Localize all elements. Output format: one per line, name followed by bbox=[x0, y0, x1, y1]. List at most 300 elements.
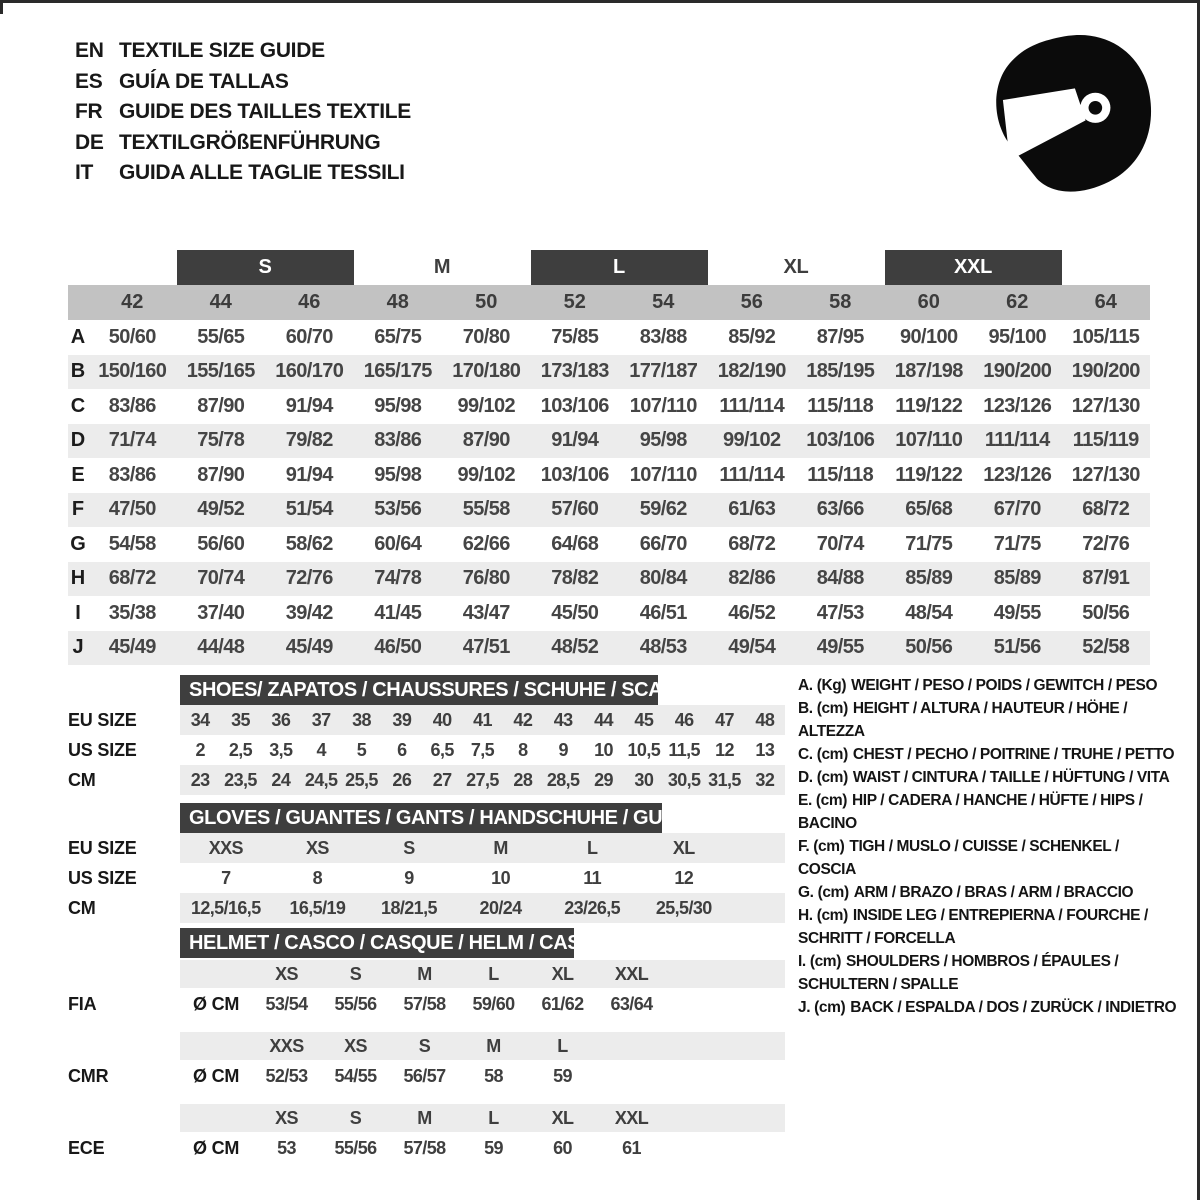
size-cell: 87/90 bbox=[197, 394, 245, 417]
helmet-size-header-row bbox=[68, 1032, 785, 1060]
size-cell: 70/74 bbox=[816, 532, 864, 555]
size-column-header bbox=[597, 1032, 666, 1060]
gloves-values bbox=[180, 893, 785, 923]
size-cell: 52/58 bbox=[1082, 636, 1130, 659]
size-cell: 47 bbox=[715, 709, 734, 730]
legend-text: BACK / ESPALDA / DOS / ZURÜCK / INDIETRO bbox=[850, 999, 1177, 1016]
shoes-values bbox=[180, 705, 785, 735]
size-cell: 99/102 bbox=[457, 394, 516, 417]
size-cell: 20/24 bbox=[479, 897, 522, 918]
helmet-value-row bbox=[68, 1132, 785, 1164]
gloves-row bbox=[68, 893, 785, 923]
size-cell: 111/114 bbox=[719, 463, 785, 486]
size-cell: 185/195 bbox=[806, 360, 875, 383]
size-column-header: XL bbox=[551, 1107, 574, 1128]
size-cell: 49/55 bbox=[993, 601, 1041, 624]
size-column-header: XS bbox=[344, 1035, 367, 1056]
size-cell: 29 bbox=[594, 769, 613, 790]
gloves-title-bar: GLOVES / GUANTES / GANTS / HANDSCHUHE / GUANTI bbox=[180, 803, 662, 833]
legend-key: C. bbox=[798, 746, 813, 763]
size-cell: 59/60 bbox=[472, 993, 515, 1014]
size-cell: 54/58 bbox=[108, 532, 156, 555]
size-cell: 68/72 bbox=[728, 532, 776, 555]
size-column-header: S bbox=[349, 1107, 362, 1128]
size-cell: 49/52 bbox=[197, 498, 245, 521]
language-row bbox=[75, 128, 411, 159]
size-cell: 182/190 bbox=[717, 360, 786, 383]
size-column-header: 44 bbox=[209, 291, 232, 313]
size-column-header: 56 bbox=[740, 291, 763, 313]
size-cell: 48/53 bbox=[639, 636, 687, 659]
page-left-border-notch bbox=[0, 0, 3, 14]
size-column-header: S bbox=[349, 963, 362, 984]
size-cell: 30 bbox=[634, 769, 654, 790]
legend-unit: (Kg) bbox=[816, 677, 847, 694]
legend-item bbox=[798, 743, 1180, 766]
size-cell: 24,5 bbox=[304, 769, 338, 790]
shoes-row bbox=[68, 765, 785, 795]
size-row-label: CM bbox=[68, 897, 96, 918]
size-cell: 53/54 bbox=[265, 993, 308, 1014]
row-label: G bbox=[70, 532, 86, 555]
size-cell: 6 bbox=[397, 739, 407, 760]
size-cell: 87/90 bbox=[197, 463, 245, 486]
size-cell: 71/75 bbox=[993, 532, 1041, 555]
row-label: I bbox=[75, 601, 81, 624]
size-cell: 2 bbox=[195, 739, 205, 760]
size-cell: 50/60 bbox=[108, 325, 156, 348]
legend-item bbox=[798, 789, 1180, 835]
size-cell: 95/98 bbox=[639, 429, 687, 452]
diameter-label: Ø CM bbox=[193, 993, 240, 1014]
legend-text: TIGH / MUSLO / CUISSE / SCHENKEL / COSCIA bbox=[798, 838, 1119, 878]
standard-label: FIA bbox=[68, 993, 97, 1014]
diameter-spacer bbox=[180, 1104, 252, 1132]
size-cell: 40 bbox=[432, 709, 452, 730]
size-cell: 6,5 bbox=[430, 739, 454, 760]
legend-item bbox=[798, 881, 1180, 904]
row-label: B bbox=[70, 360, 86, 383]
size-cell: 27,5 bbox=[466, 769, 499, 790]
standard-label: CMR bbox=[68, 1065, 109, 1086]
size-cell: 75/78 bbox=[197, 429, 245, 452]
size-cell: 60 bbox=[553, 1137, 572, 1158]
table-row bbox=[68, 389, 1150, 424]
size-cell: 160/170 bbox=[275, 360, 344, 383]
size-cell: 83/86 bbox=[108, 394, 156, 417]
standard-label: ECE bbox=[68, 1137, 105, 1158]
legend-key: G. bbox=[798, 884, 814, 901]
helmet-values bbox=[180, 1060, 785, 1092]
size-column-header: XXS bbox=[269, 1035, 304, 1056]
size-cell: 190/200 bbox=[1071, 360, 1140, 383]
legend-key: J. bbox=[798, 999, 811, 1016]
size-cell: 18/21,5 bbox=[381, 897, 437, 918]
legend-unit: (cm) bbox=[813, 838, 845, 855]
helmet-size-headers bbox=[180, 960, 785, 988]
size-cell: 60/70 bbox=[285, 325, 333, 348]
size-cell: 51/56 bbox=[993, 636, 1041, 659]
legend-unit: (cm) bbox=[816, 769, 848, 786]
size-cell: 53 bbox=[277, 1137, 296, 1158]
language-row bbox=[75, 36, 411, 67]
language-code: IT bbox=[75, 161, 94, 185]
legend-key: H. bbox=[798, 907, 813, 924]
size-cell: 43 bbox=[553, 709, 573, 730]
size-cell: 46/52 bbox=[728, 601, 776, 624]
size-column-header: 42 bbox=[121, 291, 144, 313]
shoes-title-bar: SHOES/ ZAPATOS / CHAUSSURES / SCHUHE / SCARPE bbox=[180, 675, 658, 705]
language-title: TEXTILGRÖßENFÜHRUNG bbox=[119, 130, 381, 154]
size-cell: 91/94 bbox=[551, 429, 599, 452]
size-group-row bbox=[68, 250, 1150, 285]
size-cell: 65/75 bbox=[374, 325, 422, 348]
size-cell: 11,5 bbox=[668, 739, 700, 760]
size-cell: 16,5/19 bbox=[289, 897, 346, 918]
size-cell: 59 bbox=[553, 1065, 572, 1086]
language-title-list bbox=[75, 36, 411, 189]
size-cell: 123/126 bbox=[983, 463, 1052, 486]
size-cell: 87/90 bbox=[462, 429, 510, 452]
size-cell: 12 bbox=[715, 739, 734, 760]
size-cell: 70/74 bbox=[197, 567, 245, 590]
legend-key: E. bbox=[798, 792, 812, 809]
shoes-values bbox=[180, 765, 785, 795]
size-cell: 45 bbox=[634, 709, 654, 730]
legend-unit: (cm) bbox=[816, 907, 848, 924]
legend-key: F. bbox=[798, 838, 810, 855]
size-cell: 115/118 bbox=[807, 394, 874, 417]
size-cell: 71/75 bbox=[905, 532, 953, 555]
size-cell: 10 bbox=[594, 739, 613, 760]
helmet-size-header-row bbox=[68, 1104, 785, 1132]
size-cell: 57/58 bbox=[403, 993, 446, 1014]
shoes-values bbox=[180, 735, 785, 765]
size-cell: 63/64 bbox=[610, 993, 653, 1014]
size-column-header: XXL bbox=[614, 963, 649, 984]
size-cell: 36 bbox=[271, 709, 291, 730]
legend-item bbox=[798, 904, 1180, 950]
size-cell: 23 bbox=[190, 769, 210, 790]
size-cell: 57/60 bbox=[551, 498, 599, 521]
size-cell: 70/80 bbox=[462, 325, 510, 348]
size-cell: 49/54 bbox=[728, 636, 776, 659]
size-cell: 107/110 bbox=[895, 429, 963, 452]
size-cell: 8 bbox=[518, 739, 528, 760]
size-row-label: CM bbox=[68, 769, 96, 790]
size-cell: 177/187 bbox=[629, 360, 698, 383]
helmet-value-row bbox=[68, 1060, 785, 1092]
size-cell: 13 bbox=[755, 739, 775, 760]
size-cell: 48/52 bbox=[551, 636, 599, 659]
size-cell: 68/72 bbox=[108, 567, 156, 590]
row-label: F bbox=[71, 498, 85, 521]
size-group-label: S bbox=[177, 250, 354, 285]
legend-text: WEIGHT / PESO / POIDS / GEWITCH / PESO bbox=[851, 677, 1158, 694]
size-group-label: XXL bbox=[885, 250, 1062, 285]
diameter-label: Ø CM bbox=[193, 1137, 240, 1158]
size-cell: 28 bbox=[513, 769, 533, 790]
size-cell: XS bbox=[305, 837, 329, 858]
size-cell: 170/180 bbox=[452, 360, 521, 383]
row-label: E bbox=[71, 463, 85, 486]
size-cell: 190/200 bbox=[983, 360, 1052, 383]
size-cell: 56/57 bbox=[403, 1065, 446, 1086]
legend-key: B. bbox=[798, 700, 813, 717]
size-cell: 34 bbox=[190, 709, 210, 730]
size-column-header: L bbox=[488, 963, 499, 984]
size-row-label: US SIZE bbox=[68, 739, 137, 760]
size-cell: 85/89 bbox=[993, 567, 1041, 590]
size-cell: 103/106 bbox=[540, 394, 609, 417]
size-cell: 9 bbox=[404, 867, 414, 888]
row-label: A bbox=[70, 325, 86, 348]
legend-text: WAIST / CINTURA / TAILLE / HÜFTUNG / VITA bbox=[852, 769, 1170, 786]
legend-key: D. bbox=[798, 769, 813, 786]
size-cell: 27 bbox=[432, 769, 452, 790]
helmet-title-bar: HELMET / CASCO / CASQUE / HELM / CASCO bbox=[180, 928, 574, 958]
size-cell: 25,5 bbox=[345, 769, 378, 790]
size-cell: 107/110 bbox=[629, 394, 697, 417]
size-cell: 10 bbox=[491, 867, 510, 888]
size-cell: 42 bbox=[513, 709, 533, 730]
legend-item bbox=[798, 996, 1180, 1019]
helmet-values bbox=[180, 988, 785, 1020]
size-cell: 41/45 bbox=[374, 601, 422, 624]
size-cell: 115/118 bbox=[807, 463, 874, 486]
size-cell: 35/38 bbox=[108, 601, 156, 624]
table-row bbox=[68, 631, 1150, 666]
size-cell: 51/54 bbox=[285, 498, 333, 521]
legend-item bbox=[798, 835, 1180, 881]
size-column-header: L bbox=[557, 1035, 568, 1056]
size-cell: 4 bbox=[316, 739, 326, 760]
page-top-border bbox=[0, 0, 1200, 3]
row-label: J bbox=[72, 636, 84, 659]
size-cell: 83/86 bbox=[108, 463, 156, 486]
size-cell: 83/88 bbox=[639, 325, 687, 348]
helmet-size-headers bbox=[180, 1032, 785, 1060]
size-cell: 85/92 bbox=[728, 325, 776, 348]
size-cell: 64/68 bbox=[551, 532, 599, 555]
size-cell: 78/82 bbox=[551, 567, 599, 590]
gloves-values bbox=[180, 863, 785, 893]
size-cell: 30,5 bbox=[667, 769, 701, 790]
size-cell: 65/68 bbox=[905, 498, 953, 521]
diameter-label: Ø CM bbox=[193, 1065, 240, 1086]
size-cell: 23/26,5 bbox=[564, 897, 621, 918]
size-cell: 52/53 bbox=[265, 1065, 308, 1086]
size-group-label: L bbox=[531, 250, 708, 285]
size-cell: 56/60 bbox=[197, 532, 245, 555]
size-cell: 61 bbox=[622, 1137, 641, 1158]
size-cell: M bbox=[493, 837, 508, 858]
language-code: FR bbox=[75, 100, 103, 124]
size-row-label: EU SIZE bbox=[68, 709, 137, 730]
helmet-size-headers bbox=[180, 1104, 785, 1132]
language-title: GUIDE DES TAILLES TEXTILE bbox=[119, 100, 411, 124]
legend-item bbox=[798, 766, 1180, 789]
language-row bbox=[75, 158, 411, 189]
size-cell: 72/76 bbox=[285, 567, 333, 590]
size-cell: 103/106 bbox=[540, 463, 609, 486]
size-group-label: M bbox=[433, 256, 451, 278]
size-cell: 23,5 bbox=[224, 769, 257, 790]
size-cell: XXS bbox=[208, 837, 243, 858]
empty-label bbox=[68, 1032, 180, 1060]
legend-unit: (cm) bbox=[815, 792, 847, 809]
language-code: ES bbox=[75, 69, 103, 93]
size-cell: 26 bbox=[392, 769, 412, 790]
size-cell: 39/42 bbox=[285, 601, 333, 624]
size-cell: 35 bbox=[231, 709, 250, 730]
size-cell: 57/58 bbox=[403, 1137, 446, 1158]
size-cell: 55/65 bbox=[197, 325, 245, 348]
size-cell: 58/62 bbox=[285, 532, 333, 555]
language-title: TEXTILE SIZE GUIDE bbox=[119, 39, 325, 63]
size-cell: XL bbox=[672, 837, 695, 858]
size-cell: 58 bbox=[484, 1065, 503, 1086]
size-column-header: 48 bbox=[386, 291, 409, 313]
shoes-row bbox=[68, 705, 785, 735]
size-cell: 46 bbox=[674, 709, 694, 730]
size-cell: 50/56 bbox=[1082, 601, 1130, 624]
legend-unit: (cm) bbox=[809, 953, 841, 970]
size-cell: 68/72 bbox=[1082, 498, 1130, 521]
row-label: D bbox=[70, 429, 86, 452]
legend-text: HEIGHT / ALTURA / HAUTEUR / HÖHE / ALTEZZA bbox=[798, 700, 1128, 740]
size-cell: 12 bbox=[674, 867, 694, 888]
size-cell: 111/114 bbox=[984, 429, 1050, 452]
table-row bbox=[68, 458, 1150, 493]
size-cell: 45/49 bbox=[285, 636, 333, 659]
gloves-row bbox=[68, 833, 785, 863]
size-cell: 55/58 bbox=[462, 498, 510, 521]
size-cell: 39 bbox=[392, 709, 412, 730]
racing-helmet-icon bbox=[972, 28, 1172, 208]
size-cell: 47/51 bbox=[462, 636, 510, 659]
size-column-header: 64 bbox=[1094, 291, 1117, 313]
size-column-header: M bbox=[417, 963, 432, 984]
size-column-header: XS bbox=[275, 1107, 298, 1128]
diameter-spacer bbox=[180, 960, 252, 988]
table-row bbox=[68, 320, 1150, 355]
size-cell: 79/82 bbox=[285, 429, 333, 452]
legend-unit: (cm) bbox=[817, 884, 849, 901]
table-row bbox=[68, 562, 1150, 597]
size-cell: 119/122 bbox=[895, 394, 963, 417]
size-cell: 9 bbox=[558, 739, 568, 760]
size-cell: 99/102 bbox=[457, 463, 516, 486]
size-cell: 8 bbox=[312, 867, 323, 888]
size-cell: 82/86 bbox=[728, 567, 776, 590]
corner-cell bbox=[68, 285, 88, 320]
size-cell: 55/56 bbox=[334, 1137, 377, 1158]
size-cell: 127/130 bbox=[1071, 394, 1140, 417]
size-cell: 107/110 bbox=[629, 463, 697, 486]
size-cell: 7,5 bbox=[470, 739, 495, 760]
size-cell: 50/56 bbox=[905, 636, 953, 659]
diameter-spacer bbox=[180, 1032, 252, 1060]
size-cell: 71/74 bbox=[108, 429, 156, 452]
size-cell: 43/47 bbox=[462, 601, 510, 624]
size-cell: 150/160 bbox=[98, 360, 167, 383]
legend-unit: (cm) bbox=[814, 999, 846, 1016]
legend-text: INSIDE LEG / ENTREPIERNA / FOURCHE / SCHRITT / FORCELLA bbox=[798, 907, 1148, 947]
size-column-header: XL bbox=[551, 963, 574, 984]
size-cell: 60/64 bbox=[374, 532, 422, 555]
helmet-size-header-row bbox=[68, 960, 785, 988]
size-column-header: L bbox=[488, 1107, 499, 1128]
size-cell: 80/84 bbox=[639, 567, 687, 590]
size-cell: 54/55 bbox=[334, 1065, 377, 1086]
size-column-header: M bbox=[417, 1107, 432, 1128]
size-cell: 84/88 bbox=[816, 567, 864, 590]
size-column-header: 62 bbox=[1006, 291, 1029, 313]
size-column-header: 46 bbox=[298, 291, 321, 313]
size-column-header: M bbox=[486, 1035, 501, 1056]
size-cell: 123/126 bbox=[983, 394, 1052, 417]
size-cell: 72/76 bbox=[1082, 532, 1130, 555]
textile-size-table bbox=[68, 250, 1150, 665]
legend-text: ARM / BRAZO / BRAS / ARM / BRACCIO bbox=[853, 884, 1134, 901]
size-cell: 38 bbox=[352, 709, 371, 730]
size-cell: 127/130 bbox=[1071, 463, 1140, 486]
size-cell: 95/100 bbox=[988, 325, 1047, 348]
row-label: H bbox=[70, 567, 86, 590]
size-cell: 44/48 bbox=[197, 636, 245, 659]
size-cell: 47/53 bbox=[816, 601, 864, 624]
size-cell: 85/89 bbox=[905, 567, 953, 590]
size-cell: 62/66 bbox=[462, 532, 510, 555]
empty-label bbox=[68, 1104, 180, 1132]
size-cell: 46/50 bbox=[374, 636, 422, 659]
size-cell: 87/91 bbox=[1082, 567, 1130, 590]
size-cell: 31,5 bbox=[708, 769, 741, 790]
size-cell: 119/122 bbox=[895, 463, 963, 486]
size-cell: 91/94 bbox=[285, 394, 333, 417]
row-label: C bbox=[70, 394, 86, 417]
size-cell: 3,5 bbox=[269, 739, 293, 760]
table-row bbox=[68, 596, 1150, 631]
legend-key: A. bbox=[798, 677, 813, 694]
racing-helmet-icon-svg bbox=[972, 28, 1172, 208]
size-column-header: 60 bbox=[917, 291, 940, 313]
size-cell: 67/70 bbox=[993, 498, 1041, 521]
size-cell: 24 bbox=[271, 769, 291, 790]
size-cell: 99/102 bbox=[722, 429, 781, 452]
shoes-size-table bbox=[68, 675, 785, 795]
empty-label bbox=[68, 960, 180, 988]
gloves-values bbox=[180, 833, 785, 863]
size-number-header-row bbox=[68, 285, 1150, 320]
size-cell: 37/40 bbox=[197, 601, 245, 624]
table-row bbox=[68, 424, 1150, 459]
size-cell: 45/49 bbox=[108, 636, 156, 659]
size-cell: 59/62 bbox=[639, 498, 687, 521]
size-cell: 95/98 bbox=[374, 394, 422, 417]
size-cell: 105/115 bbox=[1072, 325, 1140, 348]
size-cell: 45/50 bbox=[551, 601, 599, 624]
size-column-header: S bbox=[418, 1035, 431, 1056]
helmet-values bbox=[180, 1132, 785, 1164]
size-cell: 10,5 bbox=[627, 739, 661, 760]
size-cell: 74/78 bbox=[374, 567, 422, 590]
size-cell: 37 bbox=[311, 709, 331, 730]
legend-item bbox=[798, 697, 1180, 743]
size-column-header: 58 bbox=[829, 291, 852, 313]
size-cell: 2,5 bbox=[228, 739, 253, 760]
